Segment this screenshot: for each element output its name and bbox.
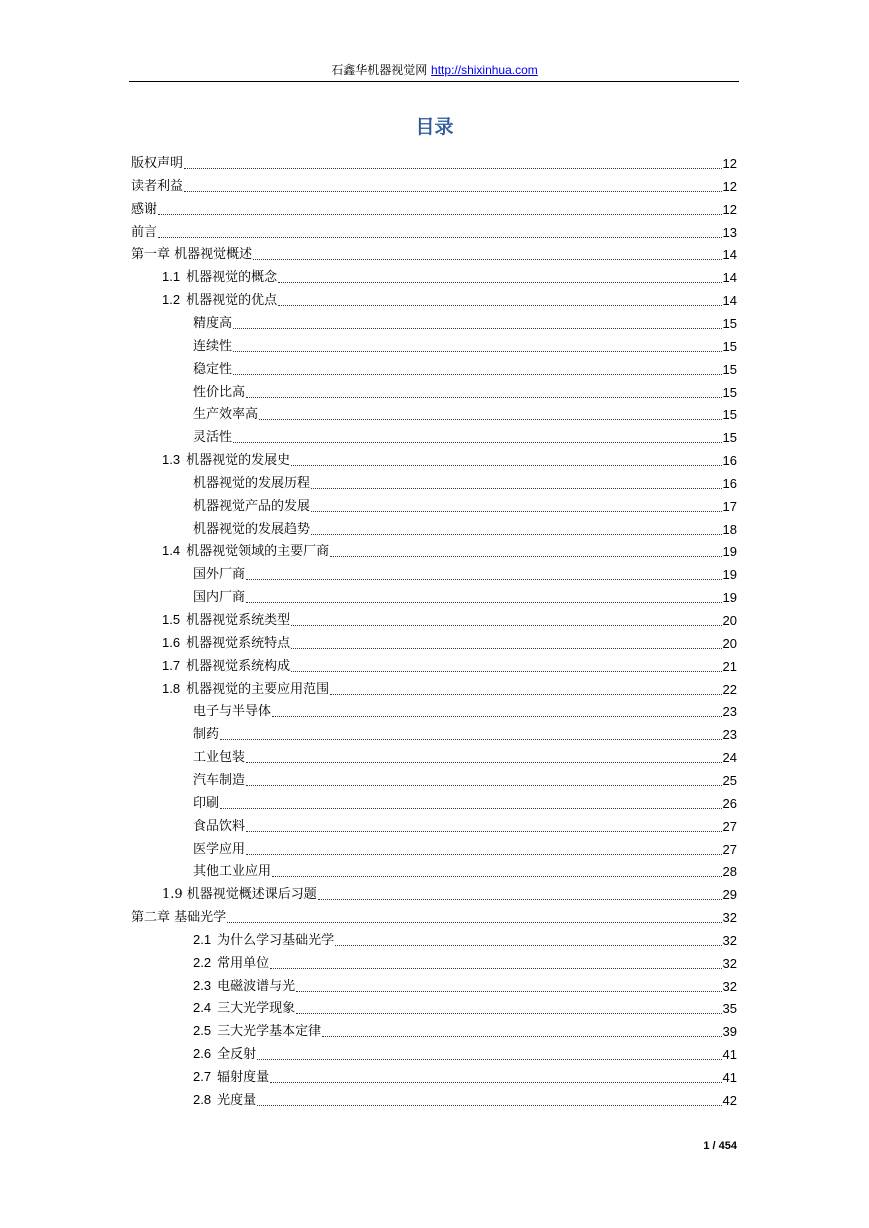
dot-leader xyxy=(335,944,721,946)
toc-entry-text: 为什么学习基础光学 xyxy=(217,932,335,948)
toc-entry-page: 22 xyxy=(722,681,737,697)
toc-entry-page: 27 xyxy=(722,841,737,857)
toc-entry-label xyxy=(131,521,310,539)
toc-entry-label xyxy=(131,451,290,470)
toc-entry[interactable] xyxy=(131,241,737,264)
toc-entry-page: 28 xyxy=(722,864,737,880)
dot-leader xyxy=(270,967,721,969)
toc-entry-text: 光度量 xyxy=(217,1092,257,1108)
dot-leader xyxy=(246,578,722,580)
toc-entry[interactable] xyxy=(131,858,737,881)
toc-entry-text: 性价比高 xyxy=(193,384,246,400)
dot-leader xyxy=(246,784,722,786)
toc-entry-label xyxy=(131,589,245,607)
dot-leader xyxy=(257,1058,721,1060)
toc-entry-text: 连续性 xyxy=(193,338,233,354)
dot-leader xyxy=(246,830,722,832)
dot-leader xyxy=(291,670,721,672)
toc-entry-page: 25 xyxy=(722,772,737,788)
toc-entry-label xyxy=(131,566,245,584)
dot-leader xyxy=(278,281,721,283)
dot-leader xyxy=(233,327,722,329)
toc-entry-number: 2.5 xyxy=(193,1023,212,1039)
toc-entry-page: 26 xyxy=(722,795,737,811)
toc-entry[interactable] xyxy=(131,744,737,767)
toc-entry-label xyxy=(131,361,232,379)
toc-entry-page: 23 xyxy=(722,704,737,720)
toc-entry-label xyxy=(131,886,317,904)
toc-entry-page: 15 xyxy=(722,384,737,400)
toc-entry-text: 机器视觉产品的发展 xyxy=(193,498,311,514)
toc-entry-page: 35 xyxy=(722,1001,737,1017)
toc-entry-label xyxy=(131,224,157,242)
toc-entry[interactable] xyxy=(131,173,737,196)
toc-entry-number: 2.3 xyxy=(193,977,212,993)
toc-entry-page: 15 xyxy=(722,361,737,377)
toc-entry-page: 17 xyxy=(722,498,737,514)
toc-entry[interactable] xyxy=(131,767,737,790)
toc-entry-text: 稳定性 xyxy=(193,361,233,377)
dot-leader xyxy=(233,350,722,352)
toc-entry-text: 三大光学现象 xyxy=(217,1001,296,1017)
toc-entry-label xyxy=(131,954,269,973)
toc-entry-page: 12 xyxy=(722,156,737,171)
toc-entry-label xyxy=(131,772,245,790)
toc-entry-page: 29 xyxy=(722,887,737,903)
toc-entry-text: 机器视觉的优点 xyxy=(186,293,278,309)
toc-entry[interactable] xyxy=(131,881,737,904)
dot-leader xyxy=(296,1012,721,1014)
toc-entry-page: 32 xyxy=(722,978,737,994)
toc-entry-text: 医学应用 xyxy=(193,841,246,857)
dot-leader xyxy=(291,464,721,466)
toc-entry-page: 39 xyxy=(722,1024,737,1040)
toc-entry[interactable] xyxy=(131,379,737,402)
toc-entry-text: 食品饮料 xyxy=(193,818,246,834)
toc-entry-text: 灵活性 xyxy=(193,430,233,446)
dot-leader xyxy=(246,853,722,855)
toc-entry-page: 32 xyxy=(722,955,737,971)
toc-entry-label xyxy=(131,611,290,630)
toc-entry-text: 常用单位 xyxy=(217,955,270,971)
toc-entry-number: 1.4 xyxy=(162,543,181,559)
toc-entry-text: 机器视觉系统特点 xyxy=(186,635,291,651)
toc-entry-text: 精度高 xyxy=(193,315,233,331)
toc-entry-page: 24 xyxy=(722,750,737,766)
dot-leader xyxy=(259,418,722,420)
dot-leader xyxy=(270,1081,721,1083)
toc-entry-label xyxy=(131,155,183,173)
dot-leader xyxy=(246,396,722,398)
toc-entry[interactable] xyxy=(131,356,737,379)
toc-entry-number: 2.6 xyxy=(193,1046,212,1062)
toc-entry-number: 1.8 xyxy=(162,680,181,696)
toc-entry[interactable] xyxy=(131,219,737,242)
toc-entry-text: 印刷 xyxy=(193,795,220,811)
toc-entry-label xyxy=(131,999,295,1018)
toc-entry-page: 20 xyxy=(722,635,737,651)
toc-entry-label xyxy=(131,268,277,287)
toc-entry-text: 生产效率高 xyxy=(193,407,259,423)
toc-entry-label xyxy=(131,338,232,356)
toc-entry-label xyxy=(131,863,271,881)
toc-entry[interactable] xyxy=(131,150,737,173)
toc-entry-page: 13 xyxy=(722,224,737,240)
toc-entry-page: 32 xyxy=(722,932,737,948)
toc-entry-page: 15 xyxy=(722,407,737,423)
toc-entry-label xyxy=(131,429,232,447)
site-url-link[interactable]: http://shixinhua.com xyxy=(431,63,538,77)
toc-entry[interactable] xyxy=(131,950,737,973)
toc-entry-page: 19 xyxy=(722,567,737,583)
toc-entry-text: 机器视觉的发展史 xyxy=(186,453,291,469)
toc-entry-page: 15 xyxy=(722,315,737,331)
dot-leader xyxy=(257,1104,721,1106)
toc-entry-label xyxy=(131,315,232,333)
toc-entry-text: 感谢 xyxy=(131,201,158,217)
toc-entry-label xyxy=(131,795,219,813)
toc-entry-page: 12 xyxy=(722,178,737,194)
toc-entry[interactable] xyxy=(131,653,737,676)
toc-entry[interactable] xyxy=(131,836,737,859)
toc-entry-text: 工业包装 xyxy=(193,750,246,766)
dot-leader xyxy=(184,167,722,169)
dot-leader xyxy=(330,693,721,695)
toc-entry-label xyxy=(131,931,334,950)
toc-entry-label xyxy=(131,384,245,402)
toc-entry-label xyxy=(131,201,157,219)
toc-entry[interactable] xyxy=(131,264,737,287)
dot-leader xyxy=(311,533,722,535)
toc-entry[interactable] xyxy=(131,287,737,310)
toc-entry-page: 14 xyxy=(722,270,737,286)
dot-leader xyxy=(233,373,722,375)
toc-entry-label xyxy=(131,818,245,836)
toc-entry-text: 前言 xyxy=(131,224,158,240)
toc-entry[interactable] xyxy=(131,196,737,219)
toc-entry-label xyxy=(131,703,271,721)
toc-entry[interactable] xyxy=(131,401,737,424)
toc-entry-text: 辐射度量 xyxy=(217,1070,270,1085)
dot-leader xyxy=(272,715,722,717)
toc-entry-text: 1.9 机器视觉概述课后习题 xyxy=(162,887,317,903)
header-divider xyxy=(129,81,739,82)
toc-entry-label xyxy=(131,1068,269,1087)
toc-entry[interactable] xyxy=(131,1041,737,1064)
toc-entry[interactable] xyxy=(131,447,737,470)
toc-entry-page: 27 xyxy=(722,818,737,834)
dot-leader xyxy=(291,647,721,649)
toc-entry[interactable] xyxy=(131,1087,737,1110)
toc-entry-text: 读者利益 xyxy=(131,178,184,194)
dot-leader xyxy=(253,258,721,260)
toc-entry[interactable] xyxy=(131,927,737,950)
toc-entry-text: 国内厂商 xyxy=(193,590,246,606)
toc-entry[interactable] xyxy=(131,470,737,493)
toc-entry-label xyxy=(131,291,277,310)
toc-entry-label xyxy=(131,1022,321,1041)
dot-leader xyxy=(246,601,722,603)
toc-entry-page: 41 xyxy=(722,1070,737,1085)
toc-entry-label xyxy=(131,657,290,676)
toc-entry-label xyxy=(131,406,258,424)
toc-entry[interactable] xyxy=(131,493,737,516)
toc-entry[interactable] xyxy=(131,424,737,447)
toc-entry-page: 16 xyxy=(722,475,737,491)
toc-entry-text: 电磁波谱与光 xyxy=(217,978,296,994)
toc-entry-label xyxy=(131,680,329,699)
toc-entry-label xyxy=(131,1091,256,1110)
toc-entry[interactable] xyxy=(131,813,737,836)
toc-entry[interactable] xyxy=(131,790,737,813)
toc-entry-number: 2.1 xyxy=(193,931,212,947)
toc-entry-text: 国外厂商 xyxy=(193,567,246,583)
dot-leader xyxy=(233,441,722,443)
dot-leader xyxy=(311,510,722,512)
dot-leader xyxy=(227,921,721,923)
toc-entry-page: 41 xyxy=(722,1047,737,1063)
dot-leader xyxy=(291,624,721,626)
dot-leader xyxy=(330,555,721,557)
toc-entry-number: 1.3 xyxy=(162,452,181,468)
toc-entry-label xyxy=(131,909,226,927)
toc-entry[interactable] xyxy=(131,333,737,356)
toc-entry-label xyxy=(131,178,183,196)
toc-entry-page: 42 xyxy=(722,1092,737,1108)
toc-entry-text: 机器视觉系统类型 xyxy=(186,613,291,628)
dot-leader xyxy=(158,213,722,215)
toc-entry[interactable] xyxy=(131,584,737,607)
dot-leader xyxy=(296,990,721,992)
toc-entry-text: 版权声明 xyxy=(131,156,184,171)
toc-entry[interactable] xyxy=(131,904,737,927)
toc-entry[interactable] xyxy=(131,1018,737,1041)
dot-leader xyxy=(220,738,722,740)
toc-title: 目录 xyxy=(415,116,454,138)
toc-entry[interactable] xyxy=(131,973,737,996)
dot-leader xyxy=(184,190,722,192)
toc-entry-number: 2.4 xyxy=(193,1000,212,1016)
toc-entry[interactable] xyxy=(131,721,737,744)
toc-entry-text: 机器视觉系统构成 xyxy=(186,658,291,674)
toc-entry-page: 32 xyxy=(722,910,737,926)
toc-entry[interactable] xyxy=(131,995,737,1018)
toc-entry-label xyxy=(131,634,290,653)
toc-entry-page: 15 xyxy=(722,430,737,446)
dot-leader xyxy=(322,1035,721,1037)
toc-entry-text: 机器视觉的主要应用范围 xyxy=(186,681,330,697)
toc-entry-text: 机器视觉领域的主要厂商 xyxy=(186,544,330,560)
toc-entry-label xyxy=(131,542,329,561)
toc-entry-number: 1.7 xyxy=(162,657,181,673)
toc-entry-page: 14 xyxy=(722,293,737,309)
toc-entry-page: 20 xyxy=(722,613,737,628)
toc-entry-number: 1.6 xyxy=(162,634,181,650)
dot-leader xyxy=(272,875,722,877)
toc-entry-page: 18 xyxy=(722,521,737,537)
toc-entry-label xyxy=(131,498,310,516)
toc-entry[interactable] xyxy=(131,630,737,653)
toc-entry-label xyxy=(131,246,252,264)
toc-entry[interactable] xyxy=(131,538,737,561)
dot-leader xyxy=(158,236,722,238)
toc-entry-page: 15 xyxy=(722,338,737,354)
toc-entry-text: 电子与半导体 xyxy=(193,704,272,720)
toc-entry-label xyxy=(131,977,295,996)
toc-entry-text: 机器视觉的发展历程 xyxy=(193,475,311,491)
toc-entry-text: 其他工业应用 xyxy=(193,864,272,880)
toc-entry-label xyxy=(131,749,245,767)
toc-entry[interactable] xyxy=(131,561,737,584)
toc-entry-text: 第一章 机器视觉概述 xyxy=(131,247,253,263)
toc-entry-text: 第二章 基础光学 xyxy=(131,910,227,926)
toc-entry-text: 全反射 xyxy=(217,1047,257,1063)
toc-entry-number: 1.2 xyxy=(162,292,181,308)
toc-entry-number: 1.1 xyxy=(162,269,181,285)
page-header xyxy=(0,63,869,77)
page-indicator: 1 / 454 xyxy=(703,1140,737,1152)
toc-entry[interactable] xyxy=(131,698,737,721)
toc-entry-text: 三大光学基本定律 xyxy=(217,1024,322,1040)
toc-entry-page: 12 xyxy=(722,201,737,217)
toc-entry-label xyxy=(131,475,310,493)
dot-leader xyxy=(278,304,721,306)
toc-entry[interactable] xyxy=(131,676,737,699)
toc-entry-number: 2.7 xyxy=(193,1069,212,1084)
toc-entry-label xyxy=(131,1045,256,1064)
toc-entry[interactable] xyxy=(131,310,737,333)
dot-leader xyxy=(246,761,722,763)
toc-entry-number: 1.5 xyxy=(162,612,181,627)
toc-entry-text: 机器视觉的概念 xyxy=(186,270,278,286)
toc-entry-text: 汽车制造 xyxy=(193,772,246,788)
toc-entry-page: 19 xyxy=(722,590,737,606)
toc-entry-page: 14 xyxy=(722,247,737,263)
site-name: 石鑫华机器视觉网 xyxy=(331,63,432,77)
dot-leader xyxy=(220,807,722,809)
toc-entry-page: 21 xyxy=(722,658,737,674)
toc-entry-page: 23 xyxy=(722,727,737,743)
toc-entry-number: 2.8 xyxy=(193,1091,212,1107)
toc-entry[interactable] xyxy=(131,1064,737,1087)
toc-entry-label xyxy=(131,841,245,859)
toc-entry[interactable] xyxy=(131,607,737,630)
dot-leader xyxy=(311,487,722,489)
toc-entry-page: 16 xyxy=(722,453,737,469)
toc-entry-text: 机器视觉的发展趋势 xyxy=(193,521,311,537)
dot-leader xyxy=(318,898,722,900)
toc-entry-number: 2.2 xyxy=(193,954,212,970)
toc-entry[interactable] xyxy=(131,516,737,539)
toc-entry-text: 制药 xyxy=(193,727,220,743)
toc-entry-label xyxy=(131,726,219,744)
toc-entry-page: 19 xyxy=(722,544,737,560)
